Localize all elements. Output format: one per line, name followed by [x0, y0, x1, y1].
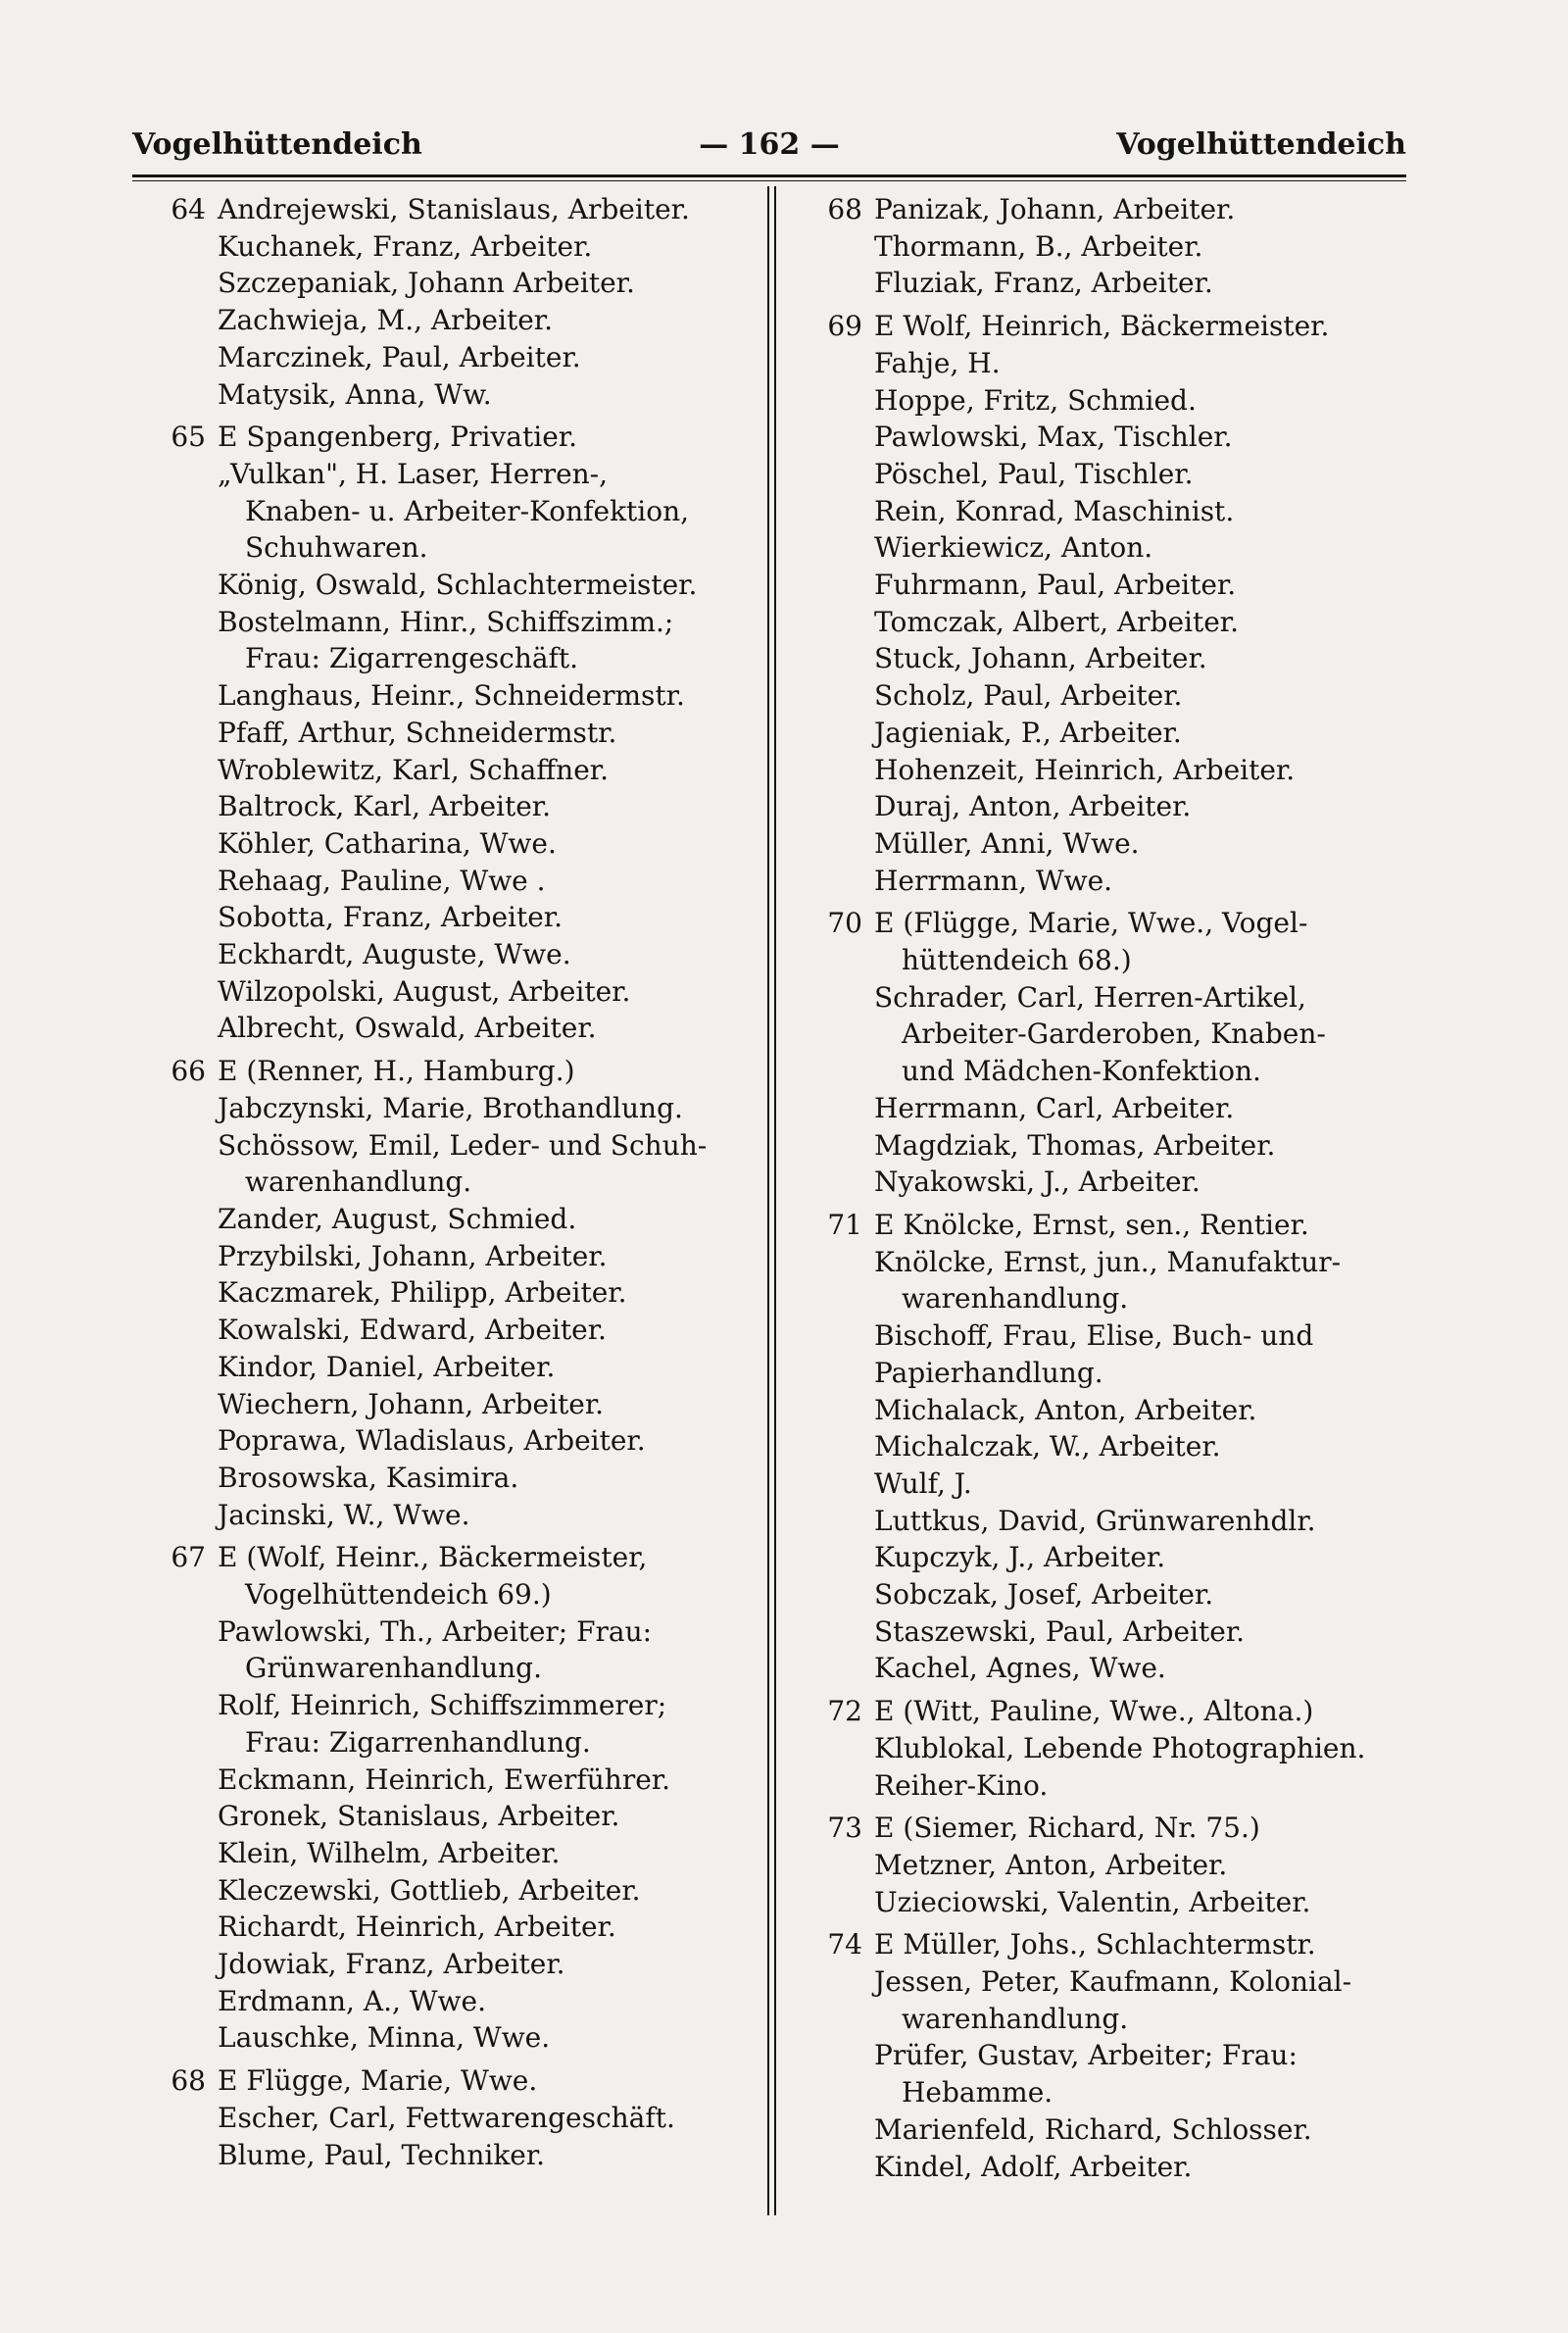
resident-line: Staszewski, Paul, Arbeiter. — [874, 1614, 1246, 1648]
resident-line: E Knölcke, Ernst, sen., Rentier. — [874, 1208, 1309, 1241]
resident-line: Tomczak, Albert, Arbeiter. — [874, 605, 1239, 638]
resident-line: Brosowska, Kasimira. — [218, 1461, 519, 1494]
house-entry — [157, 419, 755, 1047]
resident-line: Rein, Konrad, Maschinist. — [874, 494, 1235, 527]
resident-line: Scholz, Paul, Arbeiter. — [874, 679, 1183, 713]
house-residents — [218, 2062, 755, 2173]
resident-line: Rehaag, Pauline, Wwe . — [218, 864, 546, 897]
resident-line: E Wolf, Heinrich, Bäckermeister. — [874, 310, 1330, 343]
resident-line: Bostelmann, Hinr., Schiffszimm.; — [218, 605, 674, 638]
resident-line: Thormann, B., Arbeiter. — [874, 229, 1203, 263]
resident-line: Magdziak, Thomas, Arbeiter. — [874, 1128, 1276, 1162]
resident-line: Marienfeld, Richard, Schlosser. — [874, 2112, 1312, 2146]
running-head-left: Vogelhüttendeich — [132, 127, 422, 162]
resident-line: Klein, Wilhelm, Arbeiter. — [218, 1836, 561, 1869]
house-entry — [813, 1926, 1411, 2185]
resident-line: Grünwarenhandlung. — [245, 1652, 542, 1685]
house-number: 64 — [171, 193, 206, 225]
resident-line: Hohenzeit, Heinrich, Arbeiter. — [874, 753, 1296, 786]
house-number: 65 — [171, 421, 206, 454]
house-entry — [157, 1539, 755, 2057]
resident-line: Jabczynski, Marie, Brothandlung. — [218, 1091, 683, 1124]
house-entry — [813, 191, 1411, 302]
resident-line: Fluziak, Franz, Arbeiter. — [874, 267, 1213, 300]
resident-line: Jdowiak, Franz, Arbeiter. — [218, 1948, 565, 1981]
resident-line: warenhandlung. — [902, 1282, 1129, 1315]
resident-line: Marczinek, Paul, Arbeiter. — [218, 340, 581, 373]
resident-line: Zander, August, Schmied. — [218, 1202, 577, 1235]
resident-line: Fuhrmann, Paul, Arbeiter. — [874, 569, 1237, 602]
resident-line: und Mädchen-Konfektion. — [902, 1055, 1261, 1088]
resident-line: Erdmann, A., Wwe. — [218, 1984, 486, 2017]
resident-line: Eckhardt, Auguste, Wwe. — [218, 938, 571, 971]
resident-line: E (Siemer, Richard, Nr. 75.) — [874, 1812, 1260, 1845]
resident-line: Poprawa, Wladislaus, Arbeiter. — [218, 1424, 646, 1458]
house-residents — [874, 191, 1411, 302]
resident-line: Wiechern, Johann, Arbeiter. — [218, 1387, 605, 1420]
resident-line: Schuhwaren. — [245, 531, 428, 565]
resident-line: Kindor, Daniel, Arbeiter. — [218, 1350, 556, 1383]
resident-line: E Flügge, Marie, Wwe. — [218, 2064, 538, 2098]
resident-line: Kowalski, Edward, Arbeiter. — [218, 1314, 607, 1347]
resident-line: Albrecht, Oswald, Arbeiter. — [218, 1012, 597, 1045]
resident-line: Uzieciowski, Valentin, Arbeiter. — [874, 1885, 1311, 1918]
house-residents — [874, 905, 1411, 1201]
house-number: 70 — [827, 907, 862, 940]
resident-line: warenhandlung. — [245, 1166, 472, 1199]
resident-line: Reiher-Kino. — [874, 1768, 1049, 1802]
resident-line: Baltrock, Karl, Arbeiter. — [218, 790, 552, 823]
right-column — [813, 191, 1411, 2191]
resident-line: Schössow, Emil, Leder- und Schuh- — [218, 1128, 708, 1162]
resident-line: E Spangenberg, Privatier. — [218, 421, 577, 454]
resident-line: Jessen, Peter, Kaufmann, Kolonial- — [874, 1965, 1352, 1999]
resident-line: Kindel, Adolf, Arbeiter. — [874, 2150, 1193, 2183]
column-divider-second — [774, 186, 776, 2215]
resident-line: Fahje, H. — [874, 346, 1001, 379]
resident-line: Blume, Paul, Techniker. — [218, 2138, 546, 2171]
resident-line: „Vulkan", H. Laser, Herren-, — [218, 457, 609, 490]
house-number: 67 — [171, 1541, 206, 1574]
resident-line: Frau: Zigarrengeschäft. — [245, 642, 579, 675]
house-number: 73 — [827, 1812, 862, 1845]
house-entry — [157, 191, 755, 413]
resident-line: E (Flügge, Marie, Wwe., Vogel- — [874, 907, 1308, 940]
house-number: 69 — [827, 310, 862, 343]
resident-line: Herrmann, Wwe. — [874, 864, 1113, 897]
resident-line: Prüfer, Gustav, Arbeiter; Frau: — [874, 2039, 1298, 2072]
house-entry — [813, 905, 1411, 1201]
resident-line: Szczepaniak, Johann Arbeiter. — [218, 267, 635, 300]
resident-line: Gronek, Stanislaus, Arbeiter. — [218, 1800, 620, 1833]
house-number: 66 — [171, 1055, 206, 1088]
resident-line: Jacinski, W., Wwe. — [218, 1498, 470, 1531]
resident-line: Bischoff, Frau, Elise, Buch- und — [874, 1319, 1314, 1353]
house-entry — [813, 308, 1411, 899]
resident-line: Kuchanek, Franz, Arbeiter. — [218, 229, 593, 263]
house-number: 71 — [827, 1208, 862, 1241]
house-entry — [813, 1207, 1411, 1687]
house-residents — [218, 419, 755, 1047]
resident-line: Pawlowski, Th., Arbeiter; Frau: — [218, 1614, 653, 1648]
resident-line: Escher, Carl, Fettwarengeschäft. — [218, 2101, 675, 2134]
resident-line: Hebamme. — [902, 2076, 1054, 2110]
resident-line: Pöschel, Paul, Tischler. — [874, 457, 1194, 490]
resident-line: E (Witt, Pauline, Wwe., Altona.) — [874, 1695, 1314, 1728]
house-entry — [157, 1053, 755, 1533]
house-residents — [874, 1693, 1411, 1804]
resident-line: König, Oswald, Schlachtermeister. — [218, 569, 698, 602]
resident-line: Duraj, Anton, Arbeiter. — [874, 790, 1192, 823]
column-divider — [767, 186, 769, 2215]
resident-line: Wulf, J. — [874, 1466, 972, 1500]
resident-line: Jagieniak, P., Arbeiter. — [874, 716, 1182, 749]
resident-line: warenhandlung. — [902, 2002, 1129, 2035]
resident-line: Metzner, Anton, Arbeiter. — [874, 1848, 1228, 1881]
house-residents — [874, 1926, 1411, 2185]
resident-line: Vogelhüttendeich 69.) — [245, 1578, 552, 1612]
house-residents — [874, 308, 1411, 899]
resident-line: Köhler, Catharina, Wwe. — [218, 826, 557, 860]
house-residents — [218, 1053, 755, 1533]
resident-line: Nyakowski, J., Arbeiter. — [874, 1166, 1200, 1199]
resident-line: Papierhandlung. — [874, 1356, 1103, 1389]
house-entry — [813, 1693, 1411, 1804]
resident-line: Stuck, Johann, Arbeiter. — [874, 642, 1207, 675]
house-residents — [874, 1810, 1411, 1920]
house-number: 68 — [827, 193, 862, 225]
resident-line: Michalack, Anton, Arbeiter. — [874, 1393, 1257, 1426]
resident-line: Pawlowski, Max, Tischler. — [874, 421, 1233, 454]
resident-line: Schrader, Carl, Herren-Artikel, — [874, 980, 1306, 1014]
left-column — [157, 191, 755, 2179]
resident-line: Müller, Anni, Wwe. — [874, 826, 1140, 860]
resident-line: Frau: Zigarrenhandlung. — [245, 1725, 591, 1759]
resident-line: Zachwieja, M., Arbeiter. — [218, 304, 553, 337]
running-head-right: Vogelhüttendeich — [1116, 127, 1406, 162]
resident-line: E (Renner, H., Hamburg.) — [218, 1055, 575, 1088]
house-number: 72 — [827, 1695, 862, 1728]
header-rule-thin — [132, 180, 1406, 181]
resident-line: Lauschke, Minna, Wwe. — [218, 2021, 551, 2055]
resident-line: Rolf, Heinrich, Schiffszimmerer; — [218, 1689, 667, 1722]
resident-line: E Müller, Johs., Schlachtermstr. — [874, 1928, 1316, 1961]
resident-line: Kaczmarek, Philipp, Arbeiter. — [218, 1276, 627, 1310]
resident-line: Pfaff, Arthur, Schneidermstr. — [218, 716, 617, 749]
resident-line: Arbeiter-Garderoben, Knaben- — [902, 1018, 1326, 1051]
resident-line: E (Wolf, Heinr., Bäckermeister, — [218, 1541, 648, 1574]
house-entry — [813, 1810, 1411, 1920]
resident-line: Wierkiewicz, Anton. — [874, 531, 1153, 565]
resident-line: Luttkus, David, Grünwarenhdlr. — [874, 1504, 1316, 1537]
resident-line: hüttendeich 68.) — [902, 944, 1132, 977]
resident-line: Panizak, Johann, Arbeiter. — [874, 193, 1236, 225]
resident-line: Richardt, Heinrich, Arbeiter. — [218, 1911, 616, 1944]
resident-line: Sobczak, Josef, Arbeiter. — [874, 1578, 1214, 1612]
resident-line: Matysik, Anna, Ww. — [218, 377, 492, 411]
resident-line: Hoppe, Fritz, Schmied. — [874, 383, 1197, 417]
resident-line: Kupczyk, J., Arbeiter. — [874, 1541, 1166, 1574]
page-header — [132, 127, 1406, 174]
page-number: — 162 — — [699, 127, 840, 162]
resident-line: Langhaus, Heinr., Schneidermstr. — [218, 679, 685, 713]
house-residents — [874, 1207, 1411, 1687]
resident-line: Knaben- u. Arbeiter-Konfektion, — [245, 494, 690, 527]
house-number: 74 — [827, 1928, 862, 1961]
resident-line: Eckmann, Heinrich, Ewerführer. — [218, 1762, 670, 1796]
resident-line: Wroblewitz, Karl, Schaffner. — [218, 753, 609, 786]
resident-line: Sobotta, Franz, Arbeiter. — [218, 901, 563, 934]
resident-line: Klublokal, Lebende Photographien. — [874, 1731, 1366, 1764]
house-residents — [218, 1539, 755, 2057]
resident-line: Michalczak, W., Arbeiter. — [874, 1430, 1221, 1464]
house-entry — [157, 2062, 755, 2173]
header-rule — [132, 174, 1406, 177]
resident-line: Andrejewski, Stanislaus, Arbeiter. — [218, 193, 690, 225]
resident-line: Kleczewski, Gottlieb, Arbeiter. — [218, 1873, 641, 1907]
house-residents — [218, 191, 755, 413]
resident-line: Przybilski, Johann, Arbeiter. — [218, 1239, 608, 1272]
resident-line: Herrmann, Carl, Arbeiter. — [874, 1091, 1235, 1124]
resident-line: Kachel, Agnes, Wwe. — [874, 1652, 1166, 1685]
resident-line: Wilzopolski, August, Arbeiter. — [218, 974, 631, 1008]
house-number: 68 — [171, 2064, 206, 2098]
resident-line: Knölcke, Ernst, jun., Manufaktur- — [874, 1245, 1342, 1278]
